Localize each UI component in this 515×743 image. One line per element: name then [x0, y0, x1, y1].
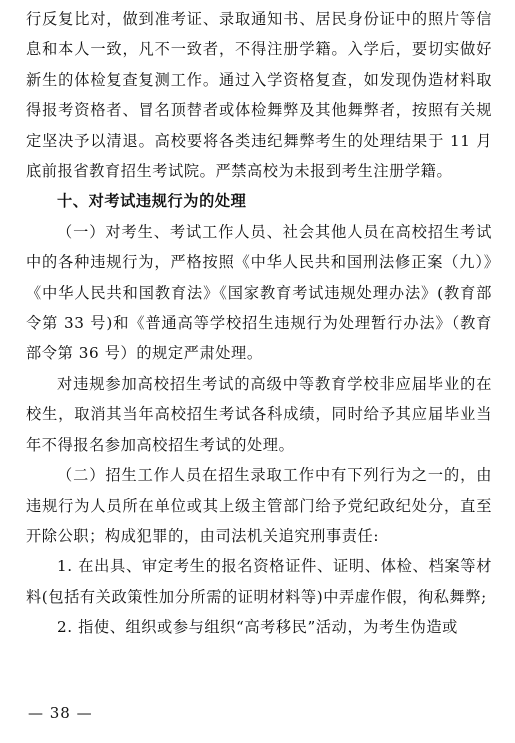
list-item-2: 2. 指使、组织或参与组织“高考移民”活动，为考生伪造或 — [57, 618, 458, 637]
section-heading-violations: 十、对考试违规行为的处理 — [57, 192, 247, 211]
paragraph-clause-2: （二）招生工作人员在招生录取工作中有下列行为之一的，由违规行为人员所在单位或其上级主管部门给予党纪政纪处分，直至开除公职；构成犯罪的，由司法机关追究刑事责任: — [26, 466, 492, 545]
paragraph-non-graduate-students: 对违规参加高校招生考试的高级中等教育学校非应届毕业的在校生，取消其当年高校招生考试各科成绩，同时给予其应届毕业当年不得报名参加高校招生考试的处理。 — [26, 374, 492, 454]
paragraph-clause-1: （一）对考生、考试工作人员、社会其他人员在高校招生考试中的各种违规行为，严格按照《中华人民共和国刑法修正案（九）》《中华人民共和国教育法》《国家教育考试违规处理办法》(教育部令第 33 号)和《普通高等学校招生违规行为处理暂行办法》（教育部令第 36 号）的规定严肃处理。 — [26, 222, 492, 363]
page-number: — 38 — — [28, 704, 93, 722]
list-item-1: 1. 在出具、审定考生的报名资格证件、证明、体检、档案等材料(包括有关政策性加分所需的证明材料等)中弄虚作假，徇私舞弊; — [26, 557, 492, 606]
document-body — [26, 4, 492, 643]
paragraph-enrollment-review: 行反复比对，做到准考证、录取通知书、居民身份证中的照片等信息和本人一致，凡不一致者，不得注册学籍。入学后，要切实做好新生的体检复查复测工作。通过入学资格复查，如发现伪造材料取得报考资格者、冒名顶替者或体检舞弊及其他舞弊者，按照有关规定坚决予以清退。高校要将各类违纪舞弊考生的处理结果于 11 月底前报省教育招生考试院。严禁高校为未报到考生注册学籍。 — [26, 10, 492, 181]
